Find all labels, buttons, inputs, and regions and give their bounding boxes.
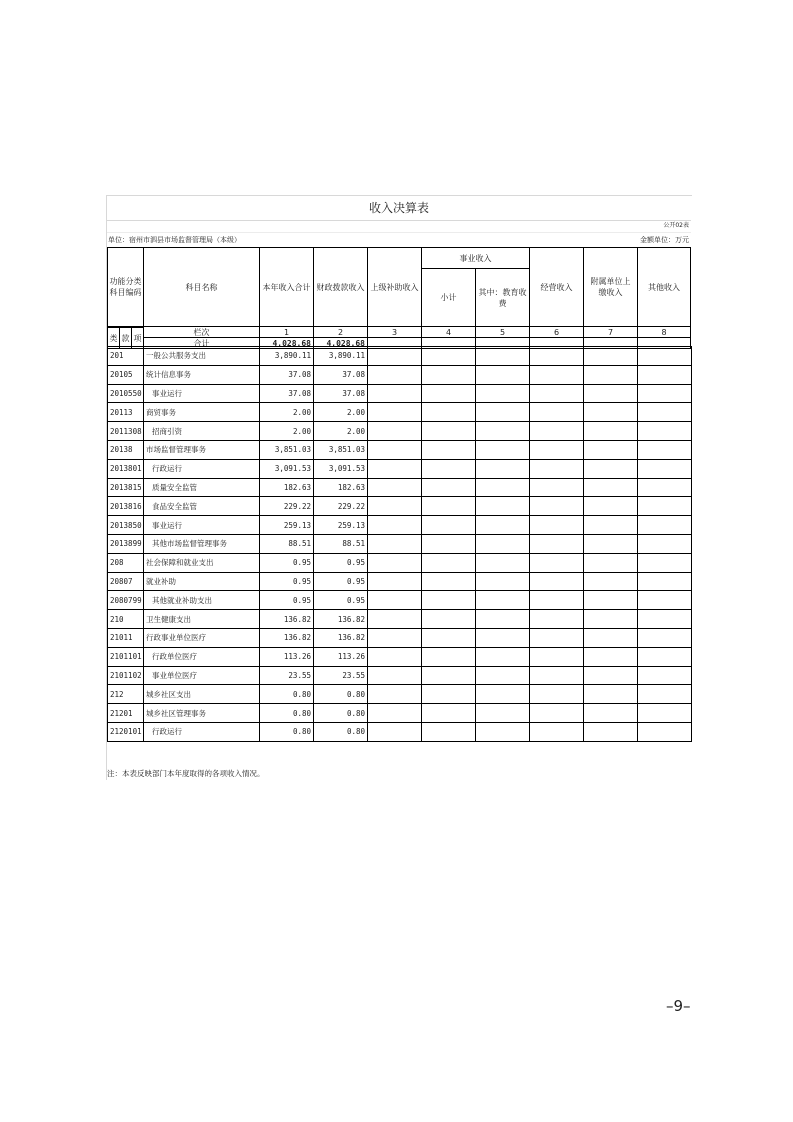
header-upper: 上级补助收入 [367, 247, 422, 327]
row-empty-col-8 [638, 497, 692, 516]
row-empty-col-4 [422, 497, 476, 516]
row-empty-col-7 [584, 478, 638, 497]
row-subject-name: 行政事业单位医疗 [144, 628, 260, 647]
row-empty-col-3 [368, 704, 422, 723]
row-empty-col-5 [476, 516, 530, 535]
row-code: 212 [108, 685, 144, 704]
header-other: 其他收入 [637, 247, 691, 327]
row-empty-col-8 [638, 347, 692, 366]
row-empty-col-3 [368, 572, 422, 591]
row-code: 201 [108, 347, 144, 366]
row-empty-col-4 [422, 628, 476, 647]
table-code: 公开02表 [663, 222, 689, 229]
row-total-income: 259.13 [260, 516, 314, 535]
row-empty-col-5 [476, 610, 530, 629]
table-row [108, 403, 692, 422]
row-empty-col-8 [638, 722, 692, 741]
row-empty-col-5 [476, 403, 530, 422]
table-row [108, 553, 692, 572]
row-empty-col-4 [422, 722, 476, 741]
row-empty-col-7 [584, 497, 638, 516]
row-empty-col-6 [530, 516, 584, 535]
row-empty-col-7 [584, 591, 638, 610]
row-empty-col-6 [530, 384, 584, 403]
table-row [108, 497, 692, 516]
table-row [108, 422, 692, 441]
row-empty-col-3 [368, 347, 422, 366]
row-subject-name: 市场监督管理事务 [144, 440, 260, 459]
row-fiscal: 2.00 [314, 403, 368, 422]
row-subject-name: 招商引资 [144, 422, 260, 441]
header-func-code: 功能分类科目编码 [107, 247, 144, 327]
row-fiscal: 3,851.03 [314, 440, 368, 459]
col-num-5: 5 [475, 326, 530, 338]
row-fiscal: 182.63 [314, 478, 368, 497]
row-empty-col-6 [530, 459, 584, 478]
row-empty-col-5 [476, 347, 530, 366]
total-income-value: 4,028.68 [259, 337, 314, 349]
row-empty-col-5 [476, 553, 530, 572]
row-code: 2013815 [108, 478, 144, 497]
row-total-income: 182.63 [260, 478, 314, 497]
row-total-income: 3,890.11 [260, 347, 314, 366]
row-total-income: 136.82 [260, 628, 314, 647]
row-empty-col-3 [368, 647, 422, 666]
row-code: 20113 [108, 403, 144, 422]
row-empty-col-4 [422, 572, 476, 591]
row-code: 210 [108, 610, 144, 629]
row-empty-col-7 [584, 347, 638, 366]
row-fiscal: 259.13 [314, 516, 368, 535]
row-fiscal: 136.82 [314, 628, 368, 647]
row-empty-col-4 [422, 666, 476, 685]
table-row [108, 365, 692, 384]
row-subject-name: 卫生健康支出 [144, 610, 260, 629]
table-row [108, 572, 692, 591]
col-num-4: 4 [421, 326, 476, 338]
header-xiang: 项 [131, 327, 144, 349]
total-label: 合计 [143, 337, 260, 349]
row-empty-col-4 [422, 704, 476, 723]
row-empty-col-5 [476, 666, 530, 685]
row-empty-col-4 [422, 422, 476, 441]
row-subject-name: 其他就业补助支出 [144, 591, 260, 610]
row-code: 20807 [108, 572, 144, 591]
row-empty-col-3 [368, 459, 422, 478]
row-empty-col-4 [422, 403, 476, 422]
row-fiscal: 229.22 [314, 497, 368, 516]
row-fiscal: 3,890.11 [314, 347, 368, 366]
row-subject-name: 其他市场监督管理事务 [144, 534, 260, 553]
row-empty-col-4 [422, 610, 476, 629]
row-subject-name: 行政运行 [144, 722, 260, 741]
table-row [108, 384, 692, 403]
row-empty-col-4 [422, 553, 476, 572]
row-empty-col-3 [368, 666, 422, 685]
row-fiscal: 113.26 [314, 647, 368, 666]
row-empty-col-3 [368, 384, 422, 403]
table-row [108, 666, 692, 685]
row-empty-col-4 [422, 647, 476, 666]
table-row [108, 478, 692, 497]
row-total-income: 0.95 [260, 572, 314, 591]
row-code: 2013801 [108, 459, 144, 478]
row-empty-col-8 [638, 666, 692, 685]
row-subject-name: 城乡社区支出 [144, 685, 260, 704]
row-empty-col-7 [584, 384, 638, 403]
row-empty-col-4 [422, 685, 476, 704]
row-empty-col-5 [476, 534, 530, 553]
row-code: 20105 [108, 365, 144, 384]
page-number: –9– [666, 997, 691, 1015]
row-empty-col-6 [530, 572, 584, 591]
row-empty-col-5 [476, 628, 530, 647]
total-fiscal-value: 4,028.68 [313, 337, 368, 349]
row-code: 21201 [108, 704, 144, 723]
row-subject-name: 社会保障和就业支出 [144, 553, 260, 572]
row-empty-col-8 [638, 534, 692, 553]
row-total-income: 88.51 [260, 534, 314, 553]
row-subject-name: 事业运行 [144, 384, 260, 403]
row-empty-col-4 [422, 347, 476, 366]
row-total-income: 229.22 [260, 497, 314, 516]
row-empty-col-6 [530, 685, 584, 704]
row-empty-col-6 [530, 440, 584, 459]
row-empty-col-3 [368, 534, 422, 553]
row-empty-col-8 [638, 422, 692, 441]
row-fiscal: 0.95 [314, 572, 368, 591]
row-total-income: 113.26 [260, 647, 314, 666]
row-empty-col-5 [476, 572, 530, 591]
row-total-income: 0.80 [260, 685, 314, 704]
row-code: 2101101 [108, 647, 144, 666]
row-empty-col-5 [476, 459, 530, 478]
row-empty-col-8 [638, 647, 692, 666]
row-empty-col-8 [638, 478, 692, 497]
row-code: 208 [108, 553, 144, 572]
row-code: 2080799 [108, 591, 144, 610]
table-header [107, 247, 691, 347]
table-note: 注：本表反映部门本年度取得的各项收入情况。 [107, 769, 265, 778]
row-empty-col-8 [638, 685, 692, 704]
row-total-income: 136.82 [260, 610, 314, 629]
row-empty-col-3 [368, 591, 422, 610]
row-code: 2010550 [108, 384, 144, 403]
row-fiscal: 0.80 [314, 685, 368, 704]
row-empty-col-5 [476, 384, 530, 403]
header-affiliated: 附属单位上缴收入 [583, 247, 638, 327]
row-total-income: 0.80 [260, 722, 314, 741]
table-row [108, 534, 692, 553]
row-empty-col-6 [530, 347, 584, 366]
row-empty-col-8 [638, 516, 692, 535]
row-total-income: 2.00 [260, 403, 314, 422]
row-empty-col-6 [530, 666, 584, 685]
row-empty-col-7 [584, 365, 638, 384]
row-fiscal: 23.55 [314, 666, 368, 685]
row-fiscal: 88.51 [314, 534, 368, 553]
row-fiscal: 2.00 [314, 422, 368, 441]
row-empty-col-5 [476, 591, 530, 610]
col-num-2: 2 [313, 326, 368, 338]
row-empty-col-6 [530, 497, 584, 516]
row-fiscal: 0.95 [314, 553, 368, 572]
row-empty-col-7 [584, 647, 638, 666]
table-row [108, 440, 692, 459]
row-empty-col-8 [638, 459, 692, 478]
row-fiscal: 3,091.53 [314, 459, 368, 478]
table-row [108, 628, 692, 647]
row-empty-col-7 [584, 553, 638, 572]
row-empty-col-6 [530, 422, 584, 441]
row-empty-col-8 [638, 591, 692, 610]
income-statement-sheet [106, 195, 692, 780]
table-row [108, 722, 692, 741]
row-empty-col-8 [638, 704, 692, 723]
row-code: 2120101 [108, 722, 144, 741]
row-empty-col-7 [584, 403, 638, 422]
row-subject-name: 事业单位医疗 [144, 666, 260, 685]
row-empty-col-3 [368, 610, 422, 629]
row-empty-col-3 [368, 440, 422, 459]
row-empty-col-3 [368, 403, 422, 422]
table-row [108, 347, 692, 366]
row-empty-col-7 [584, 440, 638, 459]
table-row [108, 685, 692, 704]
row-empty-col-8 [638, 365, 692, 384]
row-fiscal: 0.95 [314, 591, 368, 610]
header-kuan: 款 [119, 327, 132, 349]
row-empty-col-4 [422, 478, 476, 497]
table-code-row [107, 220, 691, 233]
col-num-3: 3 [367, 326, 422, 338]
row-empty-col-4 [422, 440, 476, 459]
data-table [107, 346, 692, 742]
row-total-income: 23.55 [260, 666, 314, 685]
row-empty-col-6 [530, 628, 584, 647]
row-empty-col-3 [368, 365, 422, 384]
row-empty-col-3 [368, 722, 422, 741]
header-col-label: 栏次 [143, 326, 260, 338]
row-code: 2011308 [108, 422, 144, 441]
row-empty-col-5 [476, 685, 530, 704]
row-empty-col-6 [530, 610, 584, 629]
row-empty-col-7 [584, 722, 638, 741]
row-empty-col-6 [530, 591, 584, 610]
row-subject-name: 统计信息事务 [144, 365, 260, 384]
table-row [108, 704, 692, 723]
row-empty-col-4 [422, 591, 476, 610]
row-empty-col-7 [584, 516, 638, 535]
row-subject-name: 食品安全监管 [144, 497, 260, 516]
row-empty-col-3 [368, 516, 422, 535]
row-code: 20138 [108, 440, 144, 459]
table-row [108, 459, 692, 478]
row-fiscal: 37.08 [314, 365, 368, 384]
header-business: 事业收入 [421, 247, 530, 269]
row-subject-name: 事业运行 [144, 516, 260, 535]
row-subject-name: 质量安全监管 [144, 478, 260, 497]
row-total-income: 37.08 [260, 384, 314, 403]
row-empty-col-6 [530, 478, 584, 497]
row-empty-col-4 [422, 516, 476, 535]
header-total-income: 本年收入合计 [259, 247, 314, 327]
row-code: 21011 [108, 628, 144, 647]
row-empty-col-3 [368, 628, 422, 647]
row-empty-col-8 [638, 572, 692, 591]
header-fiscal: 财政拨款收入 [313, 247, 368, 327]
row-empty-col-3 [368, 497, 422, 516]
row-empty-col-7 [584, 704, 638, 723]
header-subtotal: 小计 [421, 268, 476, 327]
row-fiscal: 37.08 [314, 384, 368, 403]
row-empty-col-8 [638, 384, 692, 403]
row-empty-col-5 [476, 422, 530, 441]
unit-label: 单位：宿州市泗县市场监督管理局（本级） [108, 236, 241, 244]
col-num-1: 1 [259, 326, 314, 338]
header-edu: 其中：教育收费 [475, 268, 530, 327]
row-fiscal: 0.80 [314, 722, 368, 741]
row-empty-col-7 [584, 534, 638, 553]
row-empty-col-8 [638, 403, 692, 422]
row-fiscal: 136.82 [314, 610, 368, 629]
row-empty-col-4 [422, 534, 476, 553]
row-empty-col-5 [476, 478, 530, 497]
col-num-7: 7 [583, 326, 638, 338]
row-empty-col-7 [584, 628, 638, 647]
row-empty-col-5 [476, 704, 530, 723]
row-empty-col-6 [530, 534, 584, 553]
row-empty-col-5 [476, 440, 530, 459]
row-total-income: 3,091.53 [260, 459, 314, 478]
row-total-income: 37.08 [260, 365, 314, 384]
row-empty-col-3 [368, 422, 422, 441]
row-empty-col-6 [530, 647, 584, 666]
row-empty-col-7 [584, 572, 638, 591]
row-empty-col-8 [638, 610, 692, 629]
row-empty-col-7 [584, 666, 638, 685]
row-empty-col-6 [530, 722, 584, 741]
row-subject-name: 城乡社区管理事务 [144, 704, 260, 723]
row-total-income: 0.80 [260, 704, 314, 723]
table-row [108, 647, 692, 666]
row-subject-name: 就业补助 [144, 572, 260, 591]
row-total-income: 3,851.03 [260, 440, 314, 459]
row-empty-col-6 [530, 704, 584, 723]
row-empty-col-7 [584, 422, 638, 441]
row-subject-name: 商贸事务 [144, 403, 260, 422]
row-empty-col-7 [584, 685, 638, 704]
row-empty-col-3 [368, 553, 422, 572]
row-code: 2013899 [108, 534, 144, 553]
row-empty-col-8 [638, 628, 692, 647]
table-row [108, 516, 692, 535]
table-row [108, 610, 692, 629]
row-code: 2013850 [108, 516, 144, 535]
amount-unit: 金额单位：万元 [640, 236, 689, 244]
col-num-8: 8 [637, 326, 691, 338]
row-empty-col-4 [422, 365, 476, 384]
data-grid [107, 346, 691, 742]
row-empty-col-6 [530, 403, 584, 422]
row-empty-col-8 [638, 553, 692, 572]
row-empty-col-5 [476, 722, 530, 741]
row-empty-col-6 [530, 553, 584, 572]
row-fiscal: 0.80 [314, 704, 368, 723]
row-code: 2013816 [108, 497, 144, 516]
row-total-income: 0.95 [260, 553, 314, 572]
row-empty-col-5 [476, 647, 530, 666]
table-title: 收入决算表 [107, 196, 691, 221]
row-subject-name: 行政单位医疗 [144, 647, 260, 666]
row-code: 2101102 [108, 666, 144, 685]
row-empty-col-7 [584, 610, 638, 629]
unit-row [107, 233, 691, 247]
row-subject-name: 一般公共服务支出 [144, 347, 260, 366]
col-num-6: 6 [529, 326, 584, 338]
row-empty-col-5 [476, 497, 530, 516]
row-empty-col-3 [368, 685, 422, 704]
header-lei: 类 [107, 327, 120, 349]
row-empty-col-4 [422, 459, 476, 478]
row-empty-col-4 [422, 384, 476, 403]
header-subject-name: 科目名称 [143, 247, 260, 327]
row-empty-col-3 [368, 478, 422, 497]
row-empty-col-6 [530, 365, 584, 384]
row-empty-col-7 [584, 459, 638, 478]
row-total-income: 2.00 [260, 422, 314, 441]
table-row [108, 591, 692, 610]
row-empty-col-8 [638, 440, 692, 459]
header-operating: 经营收入 [529, 247, 584, 327]
row-total-income: 0.95 [260, 591, 314, 610]
row-subject-name: 行政运行 [144, 459, 260, 478]
row-empty-col-5 [476, 365, 530, 384]
